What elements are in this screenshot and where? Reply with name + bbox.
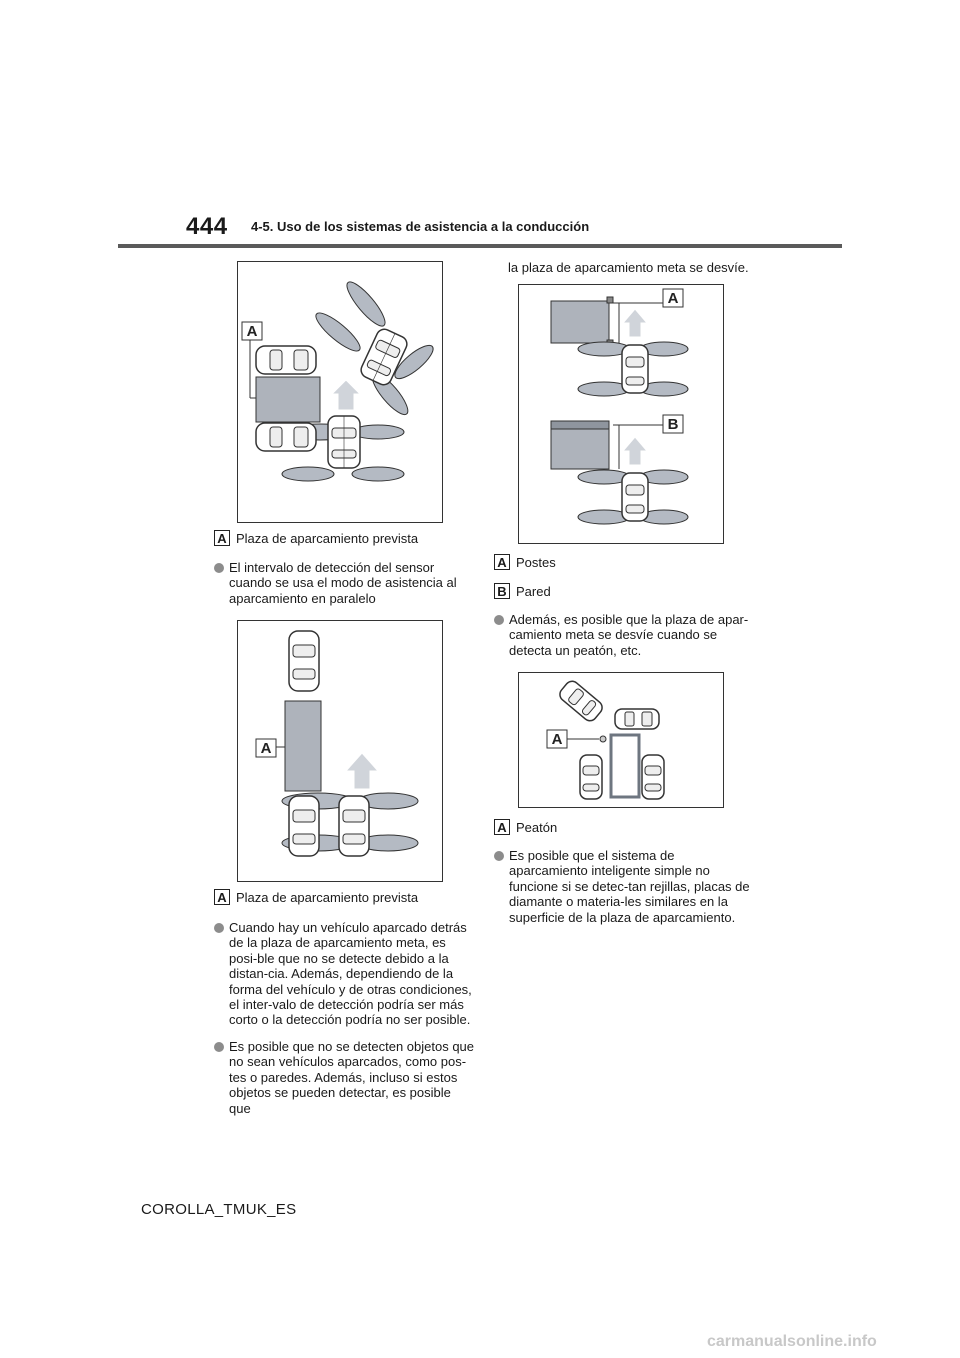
caption-pedestrian: [494, 819, 557, 835]
watermark: carmanualsonline.info: [707, 1333, 877, 1350]
caption-text: Plaza de aparcamiento prevista: [236, 889, 419, 905]
caption-wall: [494, 583, 551, 599]
fig2-label-a: A: [260, 740, 272, 757]
figure-parallel-parking: [237, 620, 443, 882]
caption-target-space-2: [214, 889, 418, 905]
caption-text: Postes: [516, 554, 556, 570]
bullet-parked-vehicle: Cuando hay un vehículo aparcado detrás de la plaza de aparcamiento meta, es posi-ble que no se detecte debido a la distan-cia. Además, dependiendo de la forma del vehículo y de otras condiciones, el inter-valo de detección podría ser más corto o la detección podría no ser posible.: [214, 920, 476, 1028]
header-rule: [118, 244, 842, 248]
figure-pedestrian: [518, 672, 724, 808]
caption-text: Pared: [516, 583, 551, 599]
bullet-pedestrian-shift: Además, es posible que la plaza de apar-camiento meta se desvíe cuando se detecta un peatón, etc.: [494, 612, 756, 658]
caption-target-space-1: [214, 530, 418, 546]
page-number: 444: [186, 213, 228, 240]
fig3-label-a: A: [667, 290, 679, 307]
caption-tag: A: [494, 554, 510, 570]
caption-tag: A: [494, 819, 510, 835]
continuation-text: la plaza de aparcamiento meta se desvíe.: [508, 260, 749, 275]
fig3-label-b: B: [667, 416, 679, 433]
caption-posts: [494, 554, 556, 570]
caption-text: Plaza de aparcamiento prevista: [236, 530, 419, 546]
caption-tag: A: [214, 530, 230, 546]
caption-text: Peatón: [516, 819, 558, 835]
caption-tag: A: [214, 889, 230, 905]
figure-perpendicular-parking: [237, 261, 443, 523]
caption-tag: B: [494, 583, 510, 599]
bullet-grating-surfaces: Es posible que el sistema de aparcamiento inteligente simple no funcione si se detec-tan rejillas, placas de diamante o materia-les similares en la superficie de la plaza de aparcamiento.: [494, 848, 756, 925]
bullet-detection-range: El intervalo de detección del sensor cuando se usa el modo de asistencia al aparcamiento en paralelo: [214, 560, 476, 606]
bullet-non-vehicle-objects: Es posible que no se detecten objetos que no sean vehículos aparcados, como pos-tes o paredes. Además, incluso si estos objetos se pueden detectar, es posible que: [214, 1039, 476, 1116]
footer-model-code: COROLLA_TMUK_ES: [141, 1201, 297, 1218]
fig1-label-a: A: [246, 323, 258, 340]
fig4-label-a: A: [551, 731, 563, 748]
section-title: 4-5. Uso de los sistemas de asistencia a la conducción: [251, 219, 590, 234]
figure-posts-and-wall: [518, 284, 724, 544]
